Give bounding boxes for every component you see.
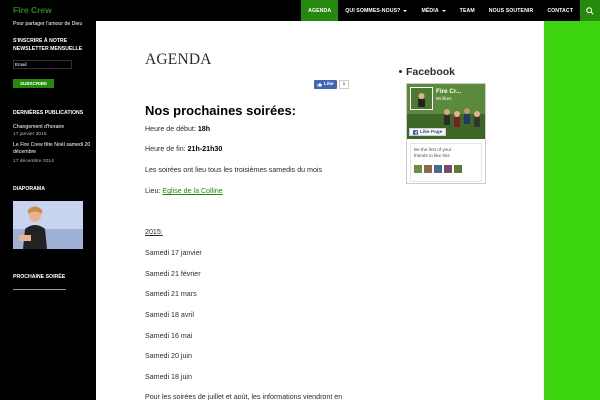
friend-avatar[interactable] (454, 165, 462, 173)
list-bullet (399, 70, 402, 73)
recent-posts-title: DERNIÈRES PUBLICATIONS (13, 110, 84, 116)
like-count: 1 (339, 80, 350, 89)
date-item: Samedi 21 mars (145, 290, 197, 298)
nav-item-media[interactable] (414, 0, 452, 21)
facebook-widget-title: Facebook (406, 66, 456, 78)
site-title-link[interactable]: Fire Crew (13, 5, 52, 15)
search-button[interactable] (580, 0, 600, 21)
nav-item-label: TEAM (459, 7, 475, 14)
search-icon (586, 7, 594, 15)
facebook-friends-box (410, 143, 482, 182)
newsletter-widget-title: S'INSCRIRE À NOTRE NEWSLETTER MENSUELLE (13, 38, 83, 52)
facebook-like-count: 90 likes (436, 96, 452, 101)
friend-avatar[interactable] (444, 165, 452, 173)
trailing-text: Pour les soirées de juillet et août, les informations viendront en (145, 393, 343, 400)
nav-item-label: NOUS SOUTENIR (488, 7, 534, 14)
facebook-cover-photo[interactable] (407, 84, 485, 139)
friend-avatar[interactable] (414, 165, 422, 173)
place-link[interactable]: Eglise de la Colline (162, 187, 223, 195)
sidebar (0, 21, 96, 400)
end-time-label: Heure de fin: (145, 145, 188, 153)
place-line (145, 187, 223, 195)
year-heading: 2015: (145, 228, 163, 236)
friend-avatar[interactable] (434, 165, 442, 173)
site-tagline: Pour partager l'amour de Dieu (13, 21, 83, 27)
diaporama-title: DIAPORAMA (13, 186, 45, 192)
date-item: Samedi 21 février (145, 270, 201, 278)
facebook-friends-text: Be the first of your friends to like this (414, 147, 452, 158)
main-content (96, 21, 544, 400)
nav-item-agenda[interactable] (301, 0, 338, 21)
recent-post-date: 17 janvier 2015 (13, 132, 47, 137)
like-label: Like (324, 82, 334, 87)
nav-item-contact[interactable] (540, 0, 580, 21)
nav-item-label: QUI SOMMES-NOUS? (345, 7, 401, 14)
subscribe-button[interactable]: SUBSCRIBE (13, 79, 54, 88)
main-nav (301, 0, 580, 21)
site-header (0, 0, 600, 21)
slideshow-photo (13, 201, 83, 249)
date-item: Samedi 18 avril (145, 311, 194, 319)
email-field[interactable] (13, 60, 72, 69)
nav-item-label: AGENDA (308, 7, 332, 14)
facebook-page-plugin (406, 83, 486, 184)
nav-item-label: CONTACT (547, 7, 573, 14)
recent-post-link[interactable]: Changement d'horaire (13, 124, 65, 130)
start-time-line (145, 125, 210, 133)
email-placeholder: Email (15, 62, 27, 67)
page-background (544, 21, 600, 400)
diaporama-image[interactable] (13, 201, 83, 249)
schedule-text: Les soirées ont lieu tous les troisièmes samedis du mois (145, 166, 323, 174)
start-time-value: 18h (197, 125, 211, 133)
caret-down-icon (403, 10, 407, 12)
thumbs-up-icon (317, 82, 322, 87)
facebook-logo-icon (413, 130, 418, 135)
like-page-label: Like Page (420, 129, 443, 135)
caret-down-icon (442, 10, 446, 12)
like-page-button[interactable] (409, 128, 446, 136)
prochaine-soiree-title: PROCHAINE SOIRÉE (13, 274, 66, 280)
end-time-line (145, 145, 222, 153)
nav-item-nous-soutenir[interactable] (482, 0, 541, 21)
date-item: Samedi 18 juin (145, 373, 192, 381)
section-heading: Nos prochaines soirées: (145, 103, 296, 118)
recent-post-link[interactable]: Le Fire Crew fête Noël samedi 20 décembre (13, 142, 91, 155)
date-item: Samedi 20 juin (145, 352, 192, 360)
recent-post-date: 17 décembre 2014 (13, 159, 54, 164)
date-item: Samedi 16 mai (145, 332, 193, 340)
nav-item-team[interactable] (453, 0, 482, 21)
facebook-like-button[interactable] (314, 80, 349, 89)
facebook-page-name[interactable]: Fire Cr... (436, 88, 462, 95)
nav-item-qui-sommes-nous[interactable] (338, 0, 414, 21)
nav-item-label: MÉDIA (421, 7, 439, 14)
start-time-label: Heure de début: (145, 125, 198, 133)
place-label: Lieu: (145, 187, 163, 195)
friend-avatar[interactable] (424, 165, 432, 173)
like-button[interactable] (314, 80, 337, 89)
end-time-value: 21h-21h30 (187, 145, 223, 153)
date-item: Samedi 17 janvier (145, 249, 202, 257)
page-title: AGENDA (145, 51, 212, 68)
divider (13, 289, 66, 290)
